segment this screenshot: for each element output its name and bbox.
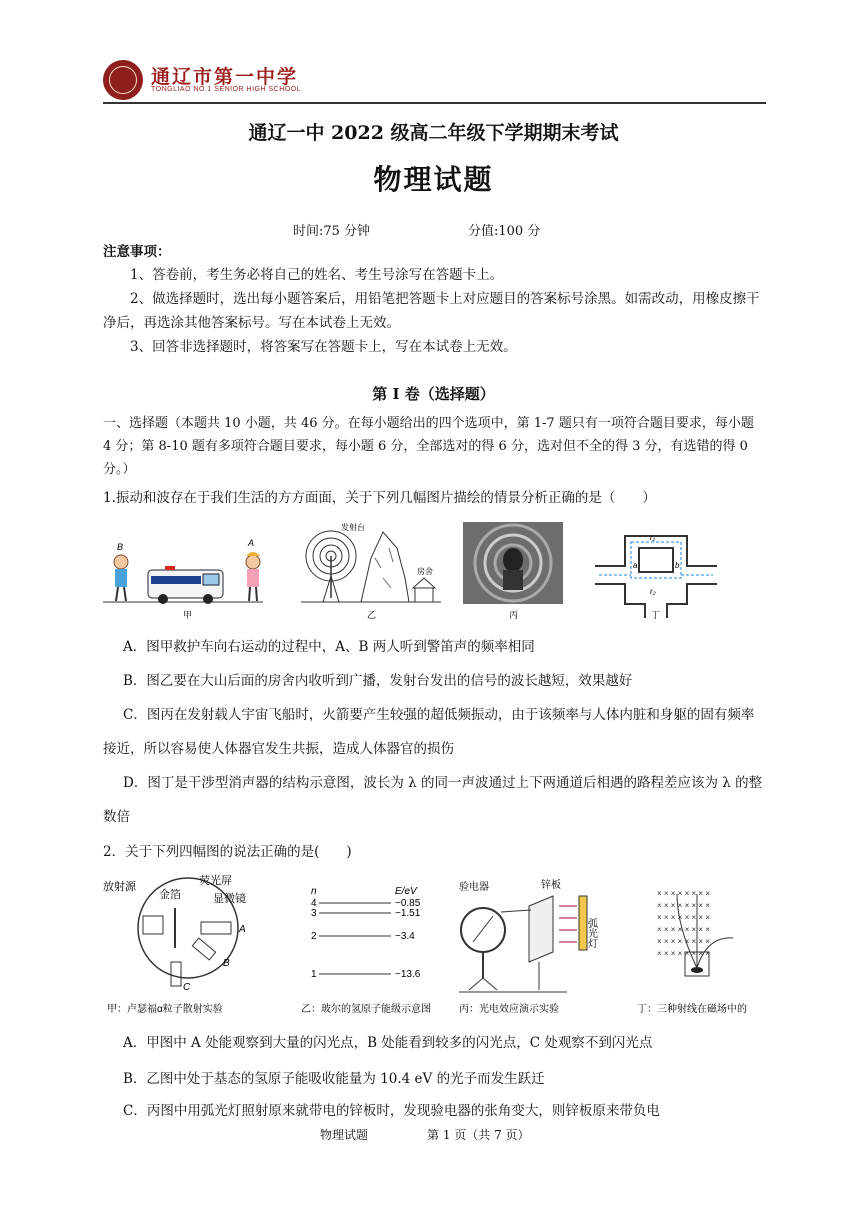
label-n: n (311, 886, 317, 897)
svg-text:× × × × × × × ×: × × × × × × × × (657, 913, 710, 922)
header-rule (103, 102, 766, 104)
notes-heading: 注意事项： (103, 244, 171, 260)
q2-option-a: A．甲图中 A 处能观察到大量的闪光点，B 处能看到较多的闪光点，C 处观察不到闪光点 (123, 1035, 653, 1051)
q1-option-d: D．图丁是干涉型消声器的结构示意图，波长为 λ 的同一声波通过上下两通道后相遇的路程差应该为 λ 的整数倍 (103, 775, 763, 825)
note-item: 3、回答非选择题时，将答案写在答题卡上，写在本试卷上无效。 (130, 339, 517, 355)
label-e: E/eV (395, 886, 417, 897)
q1-figures (103, 518, 680, 630)
footer-page: 第 1 页（共 7 页） (427, 1128, 530, 1142)
level-n: 3 (311, 908, 317, 919)
level-n: 2 (311, 931, 317, 942)
fig-q2-ding-magnetic-field (637, 889, 747, 1015)
caption-q2-jia: 甲：卢瑟福α粒子散射实验 (107, 1004, 223, 1015)
label-lamp: 弧光灯 (585, 918, 597, 948)
fig-label-tower: 发射台 (341, 523, 365, 532)
exam-title: 通辽一中 2022 级高二年级下学期期末考试 (248, 122, 619, 144)
svg-text:× × × × × × × ×: × × × × × × × × (657, 925, 710, 934)
svg-text:× × × × × × × ×: × × × × × × × × (657, 889, 710, 898)
svg-text:× × × × × × × ×: × × × × × × × × (657, 901, 710, 910)
part1-intro: 一、选择题（本题共 10 小题，共 46 分。在每小题给出的四个选项中，第 1-7 题只有一项符合题目要求，每小题 4 分；第 8-10 题有多项符合题目要求，每小题 6 分，全部选对的得 6 分，选对但不全的得 3 分，有选错的得 0 分。） (103, 416, 754, 477)
level-n: 4 (311, 898, 317, 909)
label-electroscope: 验电器 (459, 882, 489, 893)
fig-jia-ambulance (103, 538, 263, 620)
label-b: B (223, 958, 230, 969)
fig-label-b: B (117, 542, 124, 552)
level-e: −0.85 (395, 898, 421, 909)
fig-caption-jia: 甲 (183, 610, 193, 620)
q1-option-a: A．图甲救护车向右运动的过程中，A、B 两人听到警笛声的频率相同 (123, 639, 535, 655)
fig-label-r1: r₁ (650, 533, 656, 542)
label-source: 放射源 (103, 881, 136, 893)
level-e: −3.4 (395, 931, 415, 942)
school-emblem (103, 60, 143, 100)
footer-subject: 物理试题 (320, 1128, 369, 1142)
fig-q2-bing-photoelectric (459, 878, 598, 1015)
fig-label-a-point: a (633, 561, 638, 570)
level-e: −13.6 (395, 969, 421, 980)
label-microscope: 显微镜 (213, 893, 246, 905)
fig-q2-yi-energy-levels (301, 886, 431, 1015)
fig-bing-photo (463, 522, 563, 620)
exam-subject-title: 物理试题 (373, 163, 494, 196)
svg-text:× × × × × × × ×: × × × × × × × × (657, 937, 710, 946)
label-foil: 金箔 (159, 889, 181, 901)
fig-caption-bing: 丙 (509, 610, 519, 620)
fig-label-b-point: b (675, 561, 680, 570)
school-name-cn: 通辽市第一中学 (151, 66, 299, 88)
label-c: C (183, 982, 191, 993)
note-item: 2、做选择题时，选出每小题答案后，用铅笔把答题卡上对应题目的答案标号涂黑。如需改动，用橡皮擦干净后，再选涂其他答案标号。写在本试卷上无效。 (103, 291, 760, 331)
fig-label-r2: r₂ (650, 587, 656, 596)
level-e: −1.51 (395, 908, 421, 919)
fig-yi-broadcast (301, 522, 441, 620)
fig-q2-jia-rutherford (103, 873, 246, 1015)
label-screen: 荧光屏 (199, 875, 232, 887)
fig-ding-muffler (595, 533, 717, 620)
q1-option-c: C．图丙在发射载人宇宙飞船时，火箭要产生较强的超低频振动，由于该频率与人体内脏和身躯的固有频率接近，所以容易使人体器官发生共振，造成人体器官的损伤 (103, 707, 755, 757)
q2-stem: 2．关于下列四幅图的说法正确的是( ) (103, 844, 352, 860)
fig-caption-ding: 丁 (651, 610, 661, 620)
q1-option-b: B．图乙要在大山后面的房舍内收听到广播，发射台发出的信号的波长越短，效果越好 (123, 673, 633, 689)
fig-label-a: A (248, 538, 255, 548)
fig-label-house: 房舍 (417, 567, 433, 576)
caption-q2-ding: 丁：三种射线在磁场中的 (637, 1004, 747, 1015)
svg-text:× × × × × × × ×: × × × × × × × × (657, 949, 710, 958)
q2-option-b: B．乙图中处于基态的氢原子能吸收能量为 10.4 eV 的光子而发生跃迁 (123, 1071, 545, 1087)
label-a: A (239, 924, 246, 935)
section-title: 第 I 卷（选择题） (372, 385, 495, 403)
q2-option-c: C．丙图中用弧光灯照射原来就带电的锌板时，发现验电器的张角变大，则锌板原来带负电 (123, 1103, 660, 1119)
note-item: 1、答卷前，考生务必将自己的姓名、考生号涂写在答题卡上。 (130, 267, 504, 283)
level-n: 1 (311, 969, 317, 980)
label-zinc: 锌板 (541, 880, 561, 891)
fig-caption-yi: 乙 (367, 610, 377, 620)
caption-q2-yi: 乙：玻尔的氢原子能级示意图 (301, 1004, 431, 1015)
q1-stem: 1.振动和波存在于我们生活的方方面面，关于下列几幅图片描绘的情景分析正确的是（ ） (103, 490, 656, 506)
q2-figures (103, 866, 763, 1026)
caption-q2-bing: 丙：光电效应演示实验 (459, 1004, 559, 1015)
exam-score: 分值:100 分 (468, 224, 541, 239)
school-logo (103, 60, 313, 102)
school-name-en: TONGLIAO NO.1 SENIOR HIGH SCHOOL (151, 86, 302, 93)
exam-time: 时间:75 分钟 (293, 224, 371, 239)
